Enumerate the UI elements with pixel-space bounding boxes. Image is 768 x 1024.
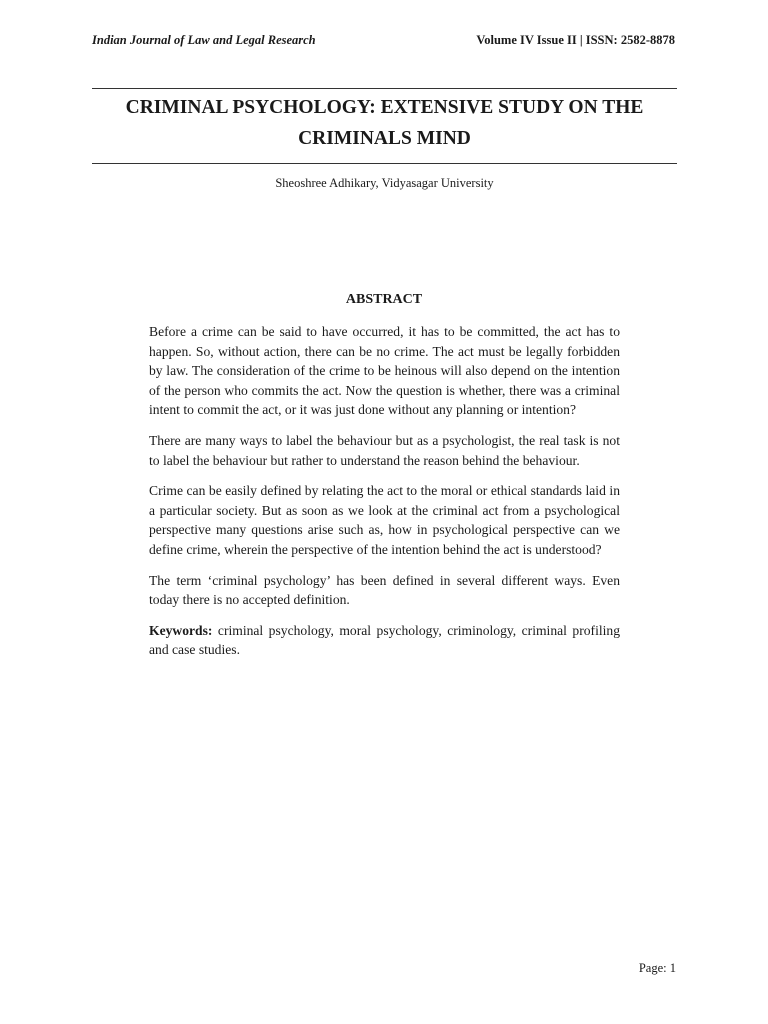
- paper-title: CRIMINAL PSYCHOLOGY: EXTENSIVE STUDY ON THE CRIMINALS MIND: [125, 97, 644, 149]
- journal-name: Indian Journal of Law and Legal Research: [92, 33, 316, 47]
- abstract-heading: ABSTRACT: [345, 292, 423, 307]
- abstract-paragraph-2: There are many ways to label the behaviour but as a psychologist, the real task is not to label the behaviour but rather to understand the reason behind the behaviour.: [149, 432, 620, 468]
- volume-issn: Volume IV Issue II | ISSN: 2582-8878: [476, 33, 675, 47]
- abstract-paragraph-4: The term ‘criminal psychology’ has been defined in several different ways. Even today there is no accepted definition.: [149, 572, 620, 608]
- abstract-paragraph-1: Before a crime can be said to have occurred, it has to be committed, the act has to happen. So, without action, there can be no crime. The act must be legally forbidden by law. The consideration of the crime to be heinous will also depend on the intention of the person who commits the act. Now the question is whether, there was a criminal intent to commit the act, or it was just done without any planning or intention?: [149, 324, 620, 418]
- title-bottom-rule: [92, 163, 677, 164]
- author-line: Sheoshree Adhikary, Vidyasagar University: [275, 176, 494, 190]
- keywords-label: Keywords:: [149, 622, 213, 638]
- keywords-text: criminal psychology, moral psychology, criminology, criminal profiling and case studies.: [149, 622, 620, 658]
- running-header: [92, 33, 675, 53]
- page-number: Page: 1: [638, 961, 676, 975]
- abstract-body: [149, 322, 620, 671]
- keywords-paragraph: [149, 621, 620, 660]
- abstract-paragraph-3: Crime can be easily defined by relating the act to the moral or ethical standards laid in a particular society. But as soon as we look at the criminal act from a psychological perspective many questions arise such as, how in psychological perspective can we define crime, wherein the perspective of the intention behind the act is understood?: [149, 483, 620, 557]
- title-top-rule: [92, 88, 677, 89]
